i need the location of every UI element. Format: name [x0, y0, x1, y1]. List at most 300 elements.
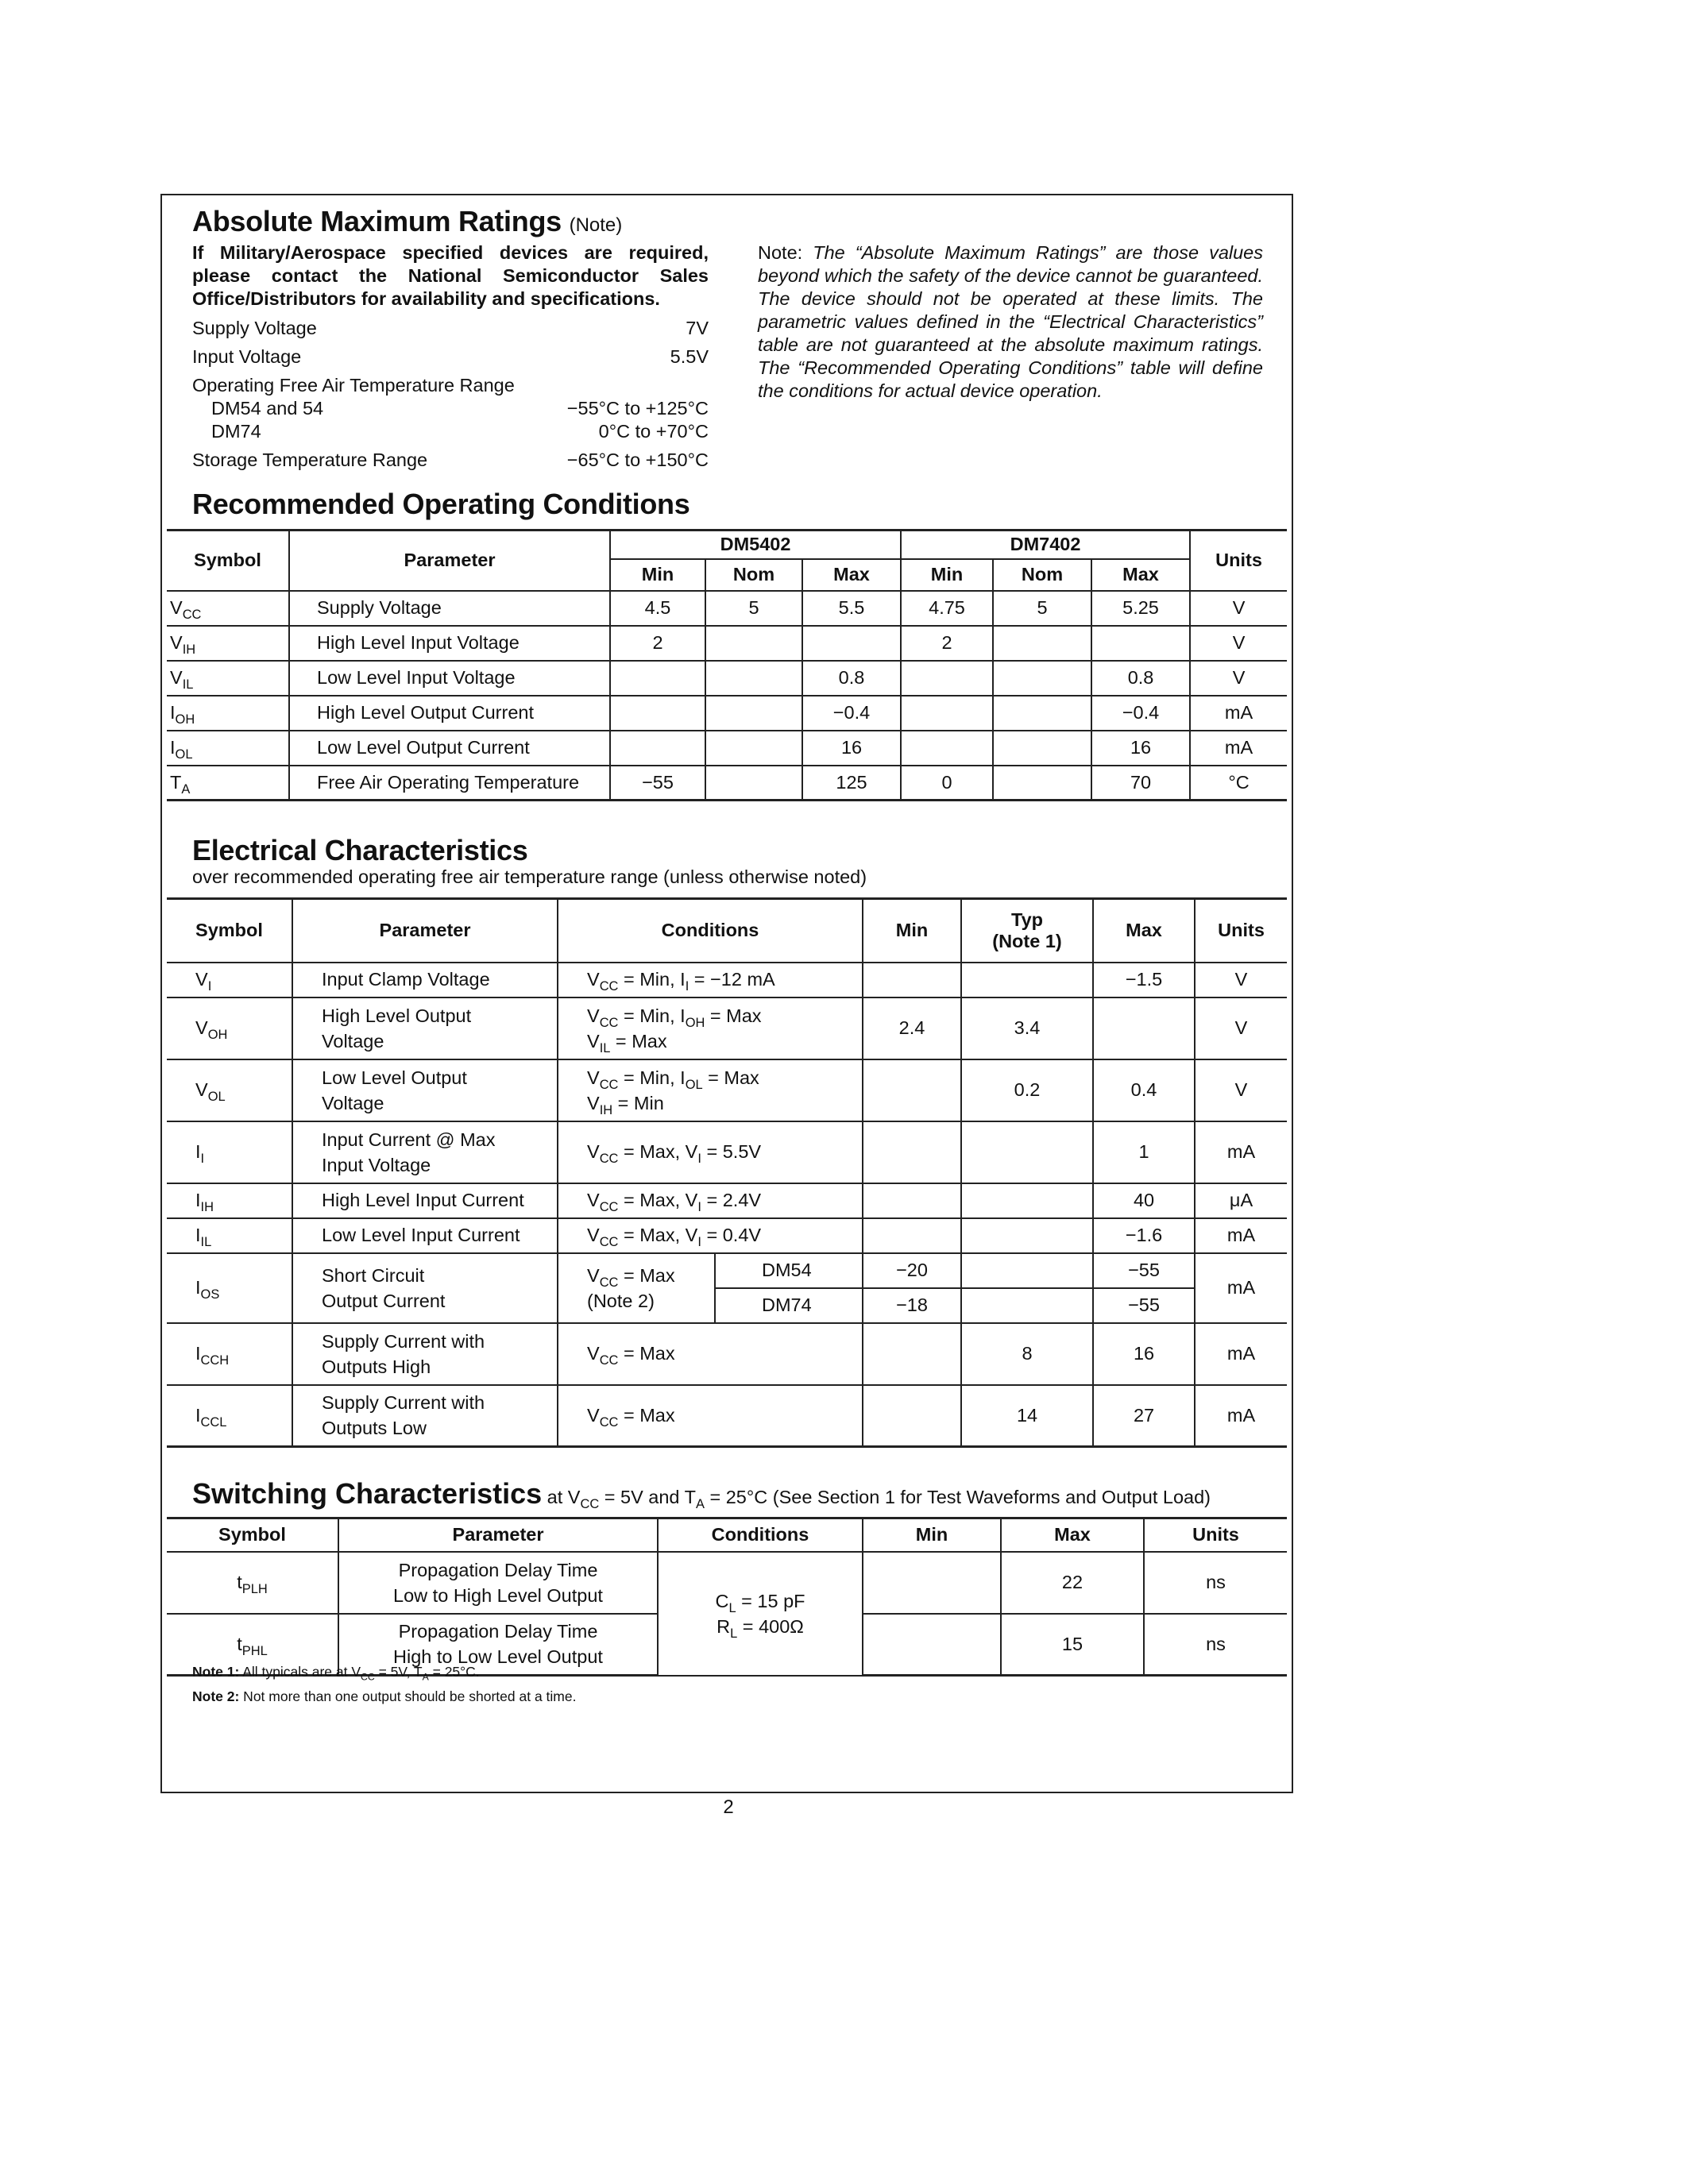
sym-sub: CCL [200, 1414, 227, 1430]
roc-header-max: Max [1091, 559, 1190, 591]
p2: Input Voltage [322, 1154, 431, 1175]
max-cell: −55 [1093, 1253, 1195, 1288]
typ-cell [961, 963, 1093, 997]
s: = 25°C (See Section 1 for Test Waveforms and Output Load) [704, 1487, 1211, 1507]
c: = Max [610, 1030, 667, 1051]
conditions-cell [558, 1323, 863, 1385]
ec-header-symbol: Symbol [167, 899, 292, 963]
c: = Max [618, 1404, 675, 1426]
c: CC [599, 1077, 619, 1092]
ec-header-parameter: Parameter [292, 899, 558, 963]
note-label: Note 2: [192, 1688, 240, 1704]
value-cell: 0.8 [802, 661, 901, 696]
sym: V [170, 667, 183, 688]
typ-cell: 8 [961, 1323, 1093, 1385]
sym: I [195, 1404, 201, 1426]
symbol-cell [167, 1253, 292, 1323]
c: (Note 2) [587, 1290, 655, 1311]
table-row [167, 1552, 1287, 1614]
temp-range-label: Operating Free Air Temperature Range [192, 375, 515, 396]
sym-sub: OL [175, 747, 193, 762]
table-row [167, 963, 1287, 997]
roc-title: Recommended Operating Conditions [192, 488, 690, 520]
p2: High to Low Level Output [393, 1646, 603, 1668]
units-cell: μA [1195, 1183, 1287, 1218]
abs-max-title-text: Absolute Maximum Ratings [192, 205, 562, 237]
value-cell [993, 661, 1091, 696]
sym: I [195, 1141, 201, 1162]
c: = 15 pF [736, 1590, 805, 1611]
value-cell: 125 [802, 766, 901, 801]
row-label: DM54 and 54 [211, 398, 324, 419]
value-cell: −55 [610, 766, 705, 801]
symbol-cell [167, 963, 292, 997]
c: = Max [618, 1264, 675, 1286]
sym: t [237, 1572, 242, 1592]
sw-title: Switching Characteristics [192, 1477, 543, 1510]
abs-max-row [192, 397, 709, 420]
sw-header-conditions: Conditions [658, 1518, 863, 1552]
parameter-cell [292, 1253, 558, 1323]
value-cell [705, 766, 802, 801]
conditions-cell [558, 1059, 863, 1121]
min-cell [863, 1614, 1001, 1676]
c: = Max [618, 1343, 675, 1364]
units-cell: mA [1195, 1218, 1287, 1253]
sym-sub: CCH [200, 1352, 230, 1368]
parameter-cell: Low Level Input Current [292, 1218, 558, 1253]
sym-sub: I [200, 1151, 205, 1166]
symbol-cell [167, 1385, 292, 1447]
min-cell [863, 1121, 961, 1183]
c: = Max [702, 1067, 759, 1088]
ec-table [167, 897, 1287, 1448]
value-cell [610, 696, 705, 731]
conditions-cell [558, 1121, 863, 1183]
c: I [685, 978, 689, 994]
sym-sub: OS [200, 1287, 220, 1302]
typ-cell [961, 1253, 1093, 1288]
grade-cell: DM54 [715, 1253, 863, 1288]
units-cell: mA [1195, 1253, 1287, 1323]
table-row [167, 766, 1287, 801]
page-number: 2 [723, 1796, 734, 1818]
min-cell: −18 [863, 1288, 961, 1323]
c: = 400Ω [737, 1615, 804, 1637]
sym: I [195, 1190, 201, 1210]
conditions-cell [558, 1183, 863, 1218]
units-cell: mA [1195, 1385, 1287, 1447]
abs-max-list [192, 317, 709, 472]
units-cell: mA [1195, 1323, 1287, 1385]
units-cell: V [1195, 997, 1287, 1059]
row-value: 5.5V [670, 346, 709, 367]
typ-cell [961, 1183, 1093, 1218]
roc-header-min: Min [610, 559, 705, 591]
value-cell: 2 [610, 626, 705, 661]
c: = Max, V [618, 1190, 698, 1210]
symbol-cell [167, 1183, 292, 1218]
conditions-cell [558, 963, 863, 997]
parameter-cell: High Level Input Voltage [289, 626, 610, 661]
min-cell [863, 1385, 961, 1447]
row-label: Supply Voltage [192, 318, 317, 338]
roc-header-dm7402: DM7402 [901, 531, 1190, 559]
sym: I [170, 737, 176, 758]
sym-sub: PLH [241, 1581, 268, 1596]
parameter-cell: Low Level Input Voltage [289, 661, 610, 696]
typ-note: (Note 1) [992, 930, 1062, 951]
p1: Low Level Output [322, 1067, 467, 1088]
n: = 25°C. [428, 1664, 480, 1680]
abs-max-row [192, 317, 709, 340]
sw-heading [192, 1477, 1211, 1511]
min-cell [863, 1218, 961, 1253]
max-cell [1093, 997, 1195, 1059]
table-row [167, 1385, 1287, 1447]
table-row [167, 1059, 1287, 1121]
value-cell [610, 661, 705, 696]
p2: Output Current [322, 1290, 446, 1311]
c: OH [685, 1015, 705, 1030]
c: = Min [612, 1092, 664, 1113]
c: CC [599, 1199, 619, 1214]
p2: Voltage [322, 1030, 384, 1051]
sym: T [170, 771, 182, 793]
c: CC [599, 1352, 619, 1368]
p1: Supply Current with [322, 1392, 485, 1414]
c: V [587, 1005, 600, 1026]
min-cell: −20 [863, 1253, 961, 1288]
symbol-cell [167, 1218, 292, 1253]
sym: V [170, 597, 183, 618]
c: V [587, 1264, 600, 1286]
p1: Propagation Delay Time [398, 1621, 598, 1642]
c: = Max [705, 1005, 762, 1026]
value-cell: 16 [1091, 731, 1190, 766]
abs-max-row [192, 449, 709, 472]
value-cell [705, 696, 802, 731]
max-cell: 40 [1093, 1183, 1195, 1218]
s: CC [580, 1496, 600, 1511]
c: CC [599, 1414, 619, 1430]
n: Not more than one output should be shorted at a time. [239, 1688, 577, 1704]
units-cell: °C [1190, 766, 1287, 801]
value-cell [705, 661, 802, 696]
sym-sub: CC [182, 607, 202, 622]
value-cell [901, 661, 993, 696]
sw-header-max: Max [1001, 1518, 1144, 1552]
p1: Input Current @ Max [322, 1129, 496, 1150]
n: CC [361, 1671, 375, 1683]
note-label: Note 1: [192, 1664, 240, 1680]
n: All typicals are at V [239, 1664, 361, 1680]
s: = 5V and T [599, 1487, 696, 1507]
c: V [587, 969, 600, 990]
roc-header-nom: Nom [993, 559, 1091, 591]
c: = Max, V [618, 1225, 698, 1245]
p1: High Level Output [322, 1005, 472, 1026]
table-row [167, 626, 1287, 661]
sw-header-parameter: Parameter [338, 1518, 658, 1552]
sym: I [195, 1225, 201, 1245]
roc-header-dm5402: DM5402 [610, 531, 901, 559]
value-cell: 70 [1091, 766, 1190, 801]
units-cell: mA [1195, 1121, 1287, 1183]
row-label: DM74 [211, 421, 261, 442]
typ-cell: 14 [961, 1385, 1093, 1447]
max-cell: 27 [1093, 1385, 1195, 1447]
max-cell: 15 [1001, 1614, 1144, 1676]
c: I [697, 1234, 701, 1249]
symbol-cell [167, 1059, 292, 1121]
table-row [167, 1121, 1287, 1183]
sym: V [195, 1079, 208, 1100]
c: V [587, 1190, 600, 1210]
max-cell: 1 [1093, 1121, 1195, 1183]
min-cell [863, 1059, 961, 1121]
units-cell: V [1190, 626, 1287, 661]
min-cell [863, 1323, 961, 1385]
table-row [167, 731, 1287, 766]
p2: Low to High Level Output [393, 1584, 603, 1606]
c: OL [685, 1077, 703, 1092]
symbol-cell [167, 997, 292, 1059]
p2: Outputs High [322, 1356, 431, 1377]
footnotes [192, 1660, 576, 1709]
c: V [587, 1092, 600, 1113]
value-cell [705, 731, 802, 766]
sw-table [167, 1517, 1287, 1677]
typ-cell [961, 1288, 1093, 1323]
symbol-cell [167, 1323, 292, 1385]
typ-label: Typ [1010, 909, 1044, 930]
ec-header-min: Min [863, 899, 961, 963]
c: IH [599, 1102, 613, 1117]
max-cell: 0.4 [1093, 1059, 1195, 1121]
max-cell: 22 [1001, 1552, 1144, 1614]
ec-header-max: Max [1093, 899, 1195, 963]
note-2 [192, 1684, 576, 1709]
value-cell [901, 696, 993, 731]
c: = Min, I [618, 969, 686, 990]
parameter-cell: Low Level Output Current [289, 731, 610, 766]
c: V [587, 1404, 600, 1426]
conditions-cell: $C_L = 15$ pF $R_L = 400\Omega$ [658, 1552, 863, 1676]
n: = 5V, T [374, 1664, 423, 1680]
value-cell [1091, 626, 1190, 661]
table-row [167, 997, 1287, 1059]
value-cell [705, 626, 802, 661]
note-1 [192, 1660, 576, 1684]
abs-max-row [192, 345, 709, 369]
typ-cell [961, 1218, 1093, 1253]
symbol-cell [167, 766, 289, 801]
ec-header-units: Units [1195, 899, 1287, 963]
c: CC [599, 1015, 619, 1030]
abs-max-row [192, 420, 709, 443]
c: V [587, 1225, 600, 1245]
sw-header-min: Min [863, 1518, 1001, 1552]
sym-sub: IL [200, 1234, 212, 1249]
parameter-cell: Supply Voltage [289, 591, 610, 626]
c: = 5.5V [701, 1141, 762, 1162]
grade-cell: DM74 [715, 1288, 863, 1323]
c: I [697, 1199, 701, 1214]
value-cell [610, 731, 705, 766]
roc-table [167, 529, 1287, 801]
p1: Propagation Delay Time [398, 1559, 598, 1580]
roc-header-min: Min [901, 559, 993, 591]
parameter-cell [292, 1323, 558, 1385]
conditions-cell [558, 997, 863, 1059]
p2: Outputs Low [322, 1418, 427, 1439]
p1: Short Circuit [322, 1264, 425, 1286]
c: IL [599, 1040, 611, 1055]
c: = Min, I [618, 1067, 686, 1088]
row-value: −55°C to +125°C [566, 398, 709, 419]
symbol-cell [167, 731, 289, 766]
value-cell: −0.4 [1091, 696, 1190, 731]
sym: V [195, 1017, 208, 1038]
sym-sub: OL [207, 1089, 226, 1104]
min-cell [863, 1183, 961, 1218]
units-cell: V [1190, 591, 1287, 626]
value-cell: 0.8 [1091, 661, 1190, 696]
typ-cell: 3.4 [961, 997, 1093, 1059]
sym-sub: IH [200, 1199, 214, 1214]
max-cell: −1.5 [1093, 963, 1195, 997]
min-cell: 2.4 [863, 997, 961, 1059]
symbol-cell [167, 696, 289, 731]
sw-header-symbol: Symbol [167, 1518, 338, 1552]
sym: V [195, 969, 208, 990]
value-cell [993, 731, 1091, 766]
c: V [587, 1030, 600, 1051]
c: V [587, 1343, 600, 1364]
symbol-cell [167, 1552, 338, 1614]
sym-sub: IH [182, 642, 196, 657]
units-cell: V [1195, 963, 1287, 997]
sw-header-units: Units [1144, 1518, 1287, 1552]
min-cell [863, 963, 961, 997]
value-cell: 5.25 [1091, 591, 1190, 626]
ec-header-typ [961, 899, 1093, 963]
sym: I [195, 1343, 201, 1364]
sym: I [170, 702, 176, 723]
c: CC [599, 1151, 619, 1166]
value-cell [802, 626, 901, 661]
parameter-cell [292, 1059, 558, 1121]
symbol-cell [167, 626, 289, 661]
n-a: A [422, 1671, 429, 1683]
max-cell: −1.6 [1093, 1218, 1195, 1253]
table-row [167, 1323, 1287, 1385]
sym-sub: OH [175, 712, 195, 727]
abs-max-section [192, 205, 709, 472]
c: = 2.4V [701, 1190, 762, 1210]
c: I [697, 1151, 701, 1166]
value-cell: −0.4 [802, 696, 901, 731]
c: = −12 mA [689, 969, 775, 990]
sym-sub: IL [182, 677, 194, 692]
sw-subtitle [542, 1487, 1211, 1511]
c: CC [599, 978, 619, 994]
row-label: Storage Temperature Range [192, 450, 428, 470]
parameter-cell: Input Clamp Voltage [292, 963, 558, 997]
units-cell: V [1195, 1059, 1287, 1121]
value-cell [993, 766, 1091, 801]
typ-cell: 0.2 [961, 1059, 1093, 1121]
symbol-cell [167, 1121, 292, 1183]
value-cell: 5.5 [802, 591, 901, 626]
note-text: The “Absolute Maximum Ratings” are those values beyond which the safety of the device cannot be guaranteed. The device should not be operated at these limits. The parametric values defined in the “Electrical Characteristics” table are not guaranteed at the absolute maximum ratings. The “Recommended Operating Conditions” table will define the conditions for actual device operation. [758, 242, 1263, 401]
row-label: Input Voltage [192, 346, 302, 367]
abs-max-note [758, 241, 1263, 403]
sym: V [170, 632, 183, 653]
roc-header-units: Units [1190, 531, 1287, 591]
roc-header-max: Max [802, 559, 901, 591]
roc-header-symbol: Symbol [167, 531, 289, 591]
parameter-cell: High Level Input Current [292, 1183, 558, 1218]
symbol-cell [167, 591, 289, 626]
c: V [587, 1067, 600, 1088]
conditions-cell [558, 1218, 863, 1253]
abs-max-title [192, 205, 709, 238]
s-a: A [695, 1496, 705, 1511]
table-row [167, 661, 1287, 696]
note-prefix: Note: [758, 242, 813, 263]
conditions-cell [558, 1385, 863, 1447]
units-cell: mA [1190, 696, 1287, 731]
value-cell: 5 [705, 591, 802, 626]
ec-subtitle: over recommended operating free air temperature range (unless otherwise noted) [192, 866, 867, 887]
table-row [167, 1218, 1287, 1253]
conditions-cell [558, 1253, 715, 1323]
ec-title: Electrical Characteristics [192, 834, 528, 866]
table-row [167, 1183, 1287, 1218]
c: V [587, 1141, 600, 1162]
value-cell [901, 731, 993, 766]
units-cell: V [1190, 661, 1287, 696]
table-row [167, 1253, 1287, 1288]
sym: t [237, 1633, 242, 1654]
parameter-cell: Free Air Operating Temperature [289, 766, 610, 801]
c: = 0.4V [701, 1225, 762, 1245]
sym: I [195, 1277, 201, 1298]
c: CC [599, 1275, 619, 1290]
value-cell: 16 [802, 731, 901, 766]
value-cell [993, 626, 1091, 661]
table-row [167, 591, 1287, 626]
s: at V [542, 1487, 581, 1507]
sym-sub: PHL [241, 1643, 268, 1658]
p2: Voltage [322, 1092, 384, 1113]
typ-cell [961, 1121, 1093, 1183]
symbol-cell [167, 661, 289, 696]
parameter-cell [292, 1385, 558, 1447]
max-cell: 16 [1093, 1323, 1195, 1385]
units-cell: ns [1144, 1552, 1287, 1614]
parameter-cell [292, 997, 558, 1059]
value-cell: 5 [993, 591, 1091, 626]
row-value: 7V [686, 318, 709, 338]
max-cell: −55 [1093, 1288, 1195, 1323]
roc-header-nom: Nom [705, 559, 802, 591]
ec-header-conditions: Conditions [558, 899, 863, 963]
roc-header-parameter: Parameter [289, 531, 610, 591]
sym-sub: OH [207, 1027, 228, 1042]
